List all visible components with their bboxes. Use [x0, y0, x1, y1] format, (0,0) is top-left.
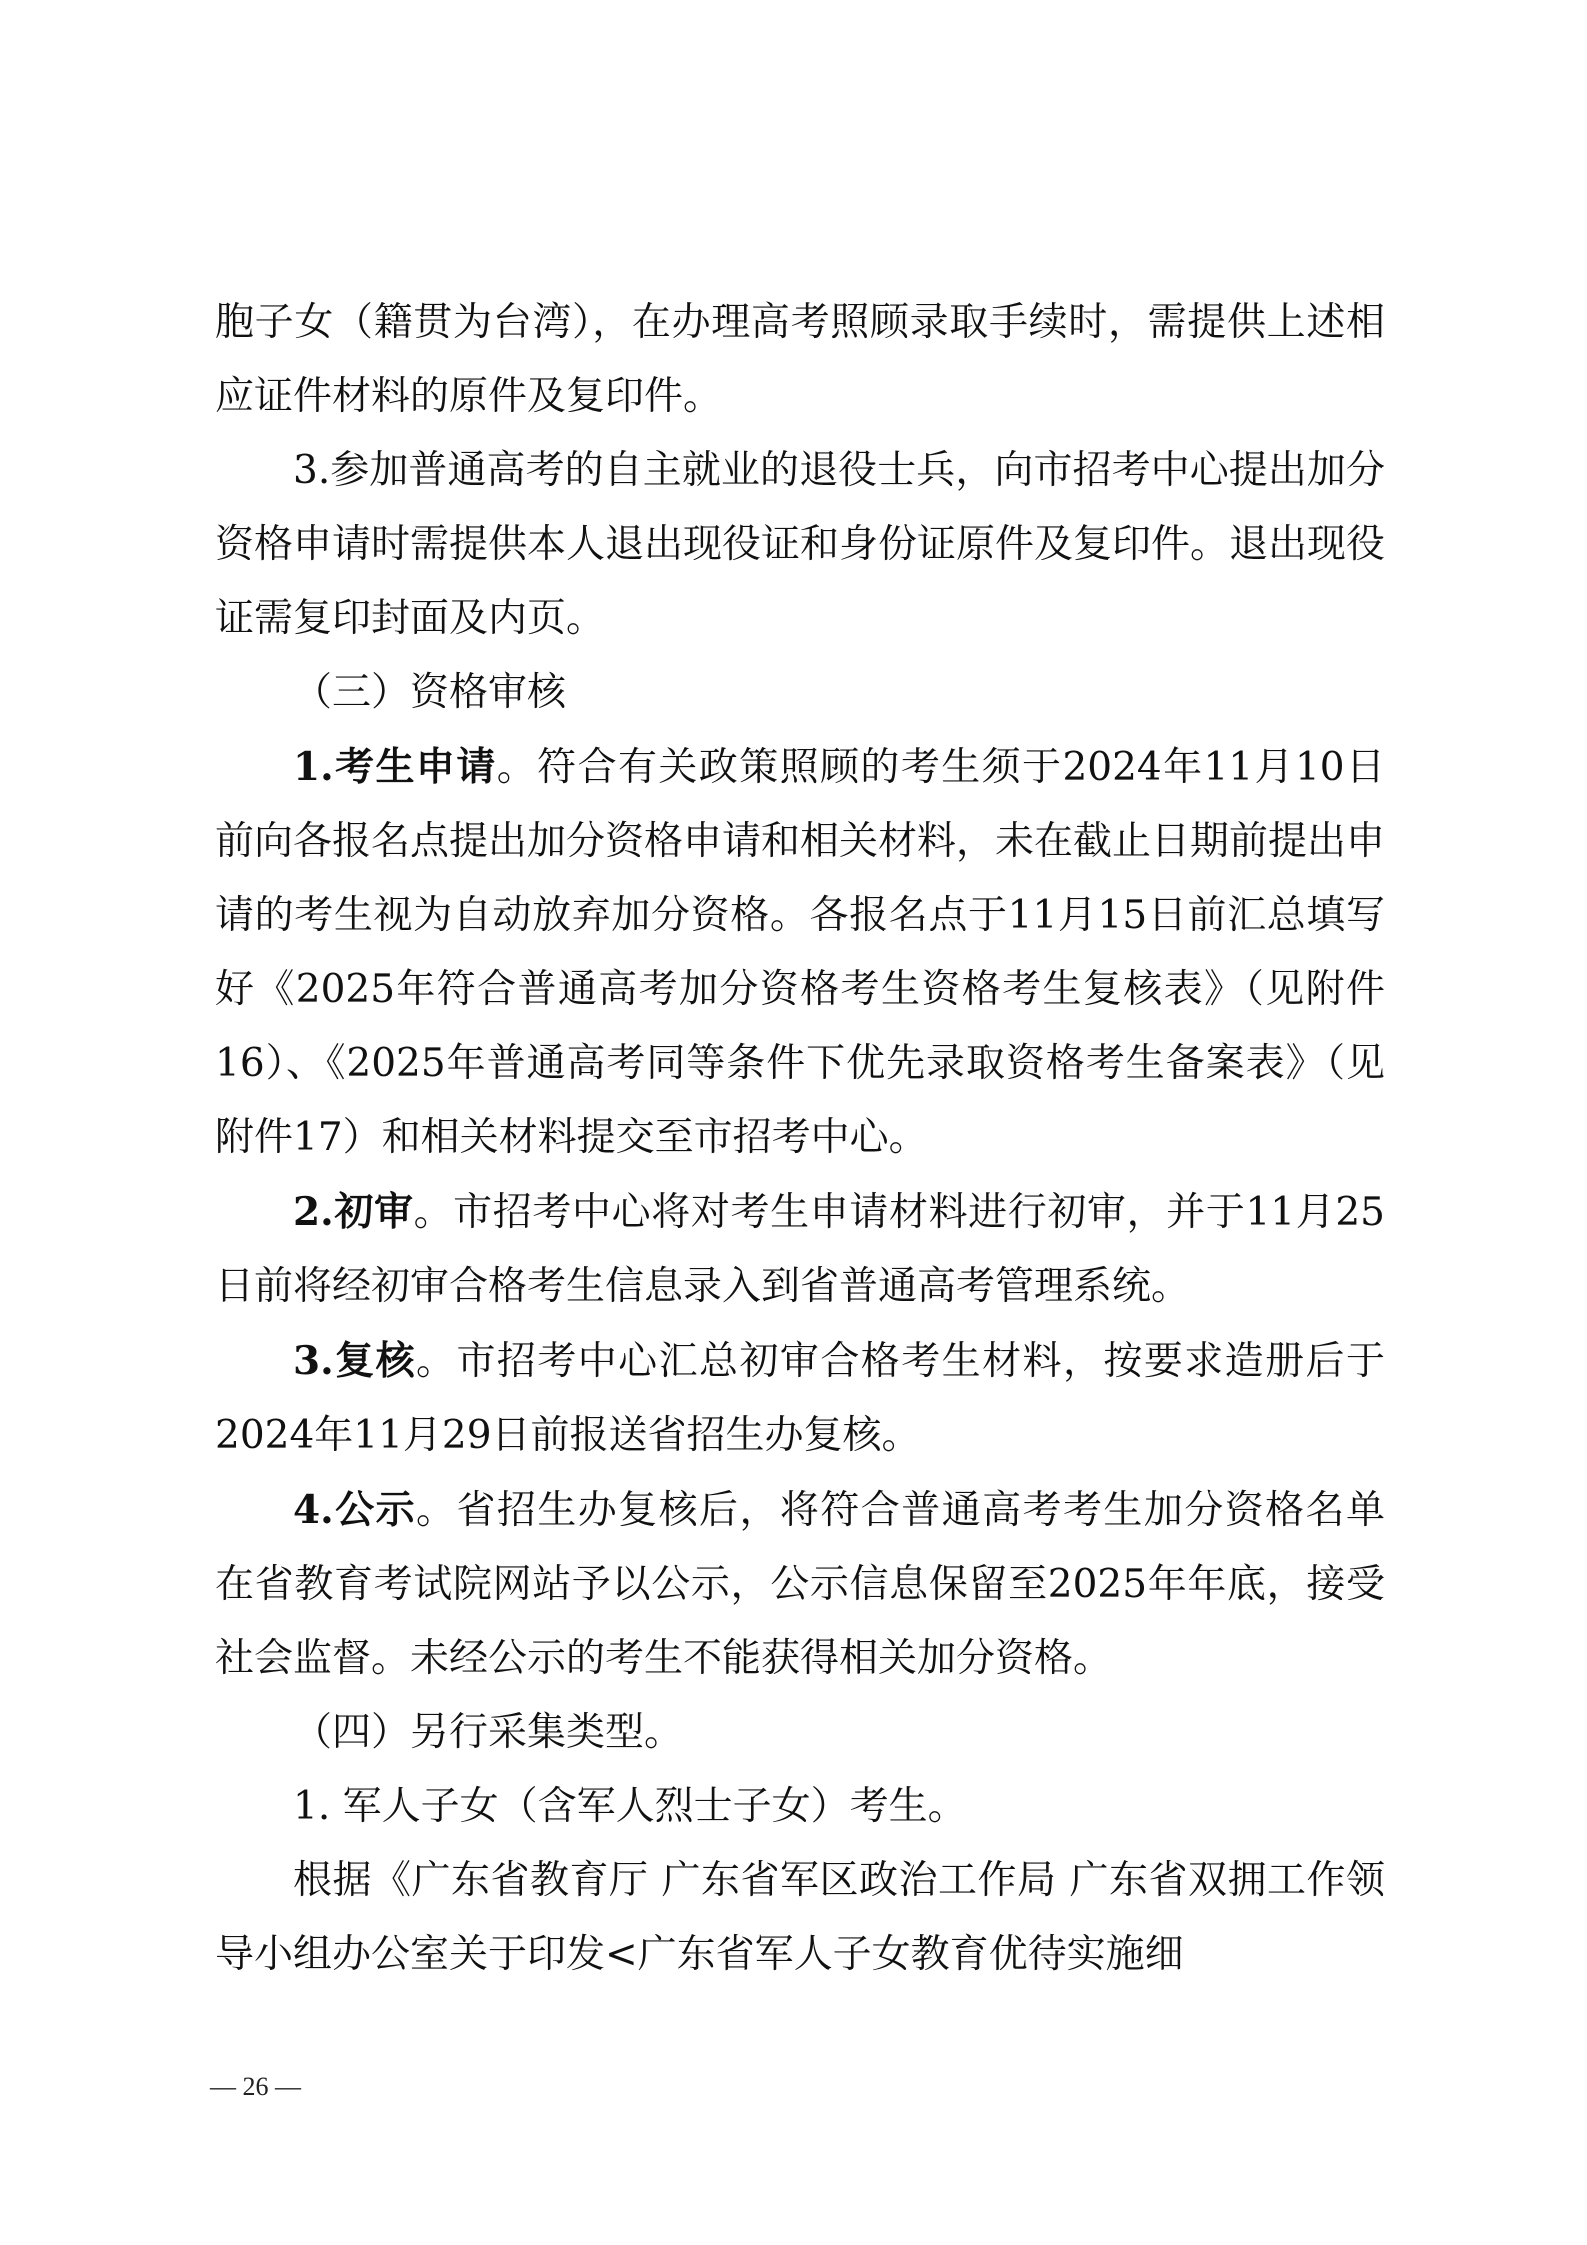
- step-label-application: 1.考生申请: [293, 744, 497, 790]
- paragraph-preliminary-review: [215, 1175, 1385, 1324]
- step-text-re-review: 。市招考中心汇总初审合格考生材料，按要求造册后于2024年11月29日前报送省招生办复核。: [215, 1339, 1385, 1458]
- section-heading-qualification-review: （三）资格审核: [293, 670, 567, 715]
- paragraph-military-children: 1. 军人子女（含军人烈士子女）考生。: [293, 1784, 967, 1829]
- paragraph-according-to: 根据《广东省教育厅 广东省军区政治工作局 广东省双拥工作领导小组办公室关于印发<广东省军人子女教育优待实施细: [215, 1858, 1385, 1977]
- paragraph-continuation: 胞子女（籍贯为台湾），在办理高考照顾录取手续时，需提供上述相应证件材料的原件及复印件。: [215, 300, 1385, 419]
- paragraph-veteran-requirements: 3.参加普通高考的自主就业的退役士兵，向市招考中心提出加分资格申请时需提供本人退出现役证和身份证原件及复印件。退出现役证需复印封面及内页。: [215, 448, 1386, 641]
- step-label-public-notice: 4.公示: [293, 1487, 417, 1533]
- step-label-re-review: 3.复核: [293, 1338, 417, 1384]
- paragraph-public-notice: [215, 1473, 1385, 1696]
- document-body: [215, 286, 1385, 1992]
- paragraph-re-review: [215, 1324, 1385, 1473]
- page-number: — 26 —: [210, 2072, 301, 2101]
- step-text-public-notice: 。省招生办复核后，将符合普通高考考生加分资格名单在省教育考试院网站予以公示，公示信息保留至2025年年底，接受社会监督。未经公示的考生不能获得相关加分资格。: [215, 1488, 1385, 1681]
- step-label-preliminary: 2.初审: [293, 1189, 414, 1235]
- step-text-preliminary: 。市招考中心将对考生申请材料进行初审，并于11月25日前将经初审合格考生信息录入到省普通高考管理系统。: [215, 1190, 1385, 1309]
- section-heading-other-collection: （四）另行采集类型。: [293, 1710, 684, 1755]
- step-text-application: 。符合有关政策照顾的考生须于2024年11月10日前向各报名点提出加分资格申请和相关材料，未在截止日期前提出申请的考生视为自动放弃加分资格。各报名点于11月15日前汇总填写好《2025年符合普通高考加分资格考生资格考生复核表》（见附件16）、《2025年普通高考同等条件下优先录取资格考生备案表》（见附件17）和相关材料提交至市招考中心。: [215, 745, 1386, 1160]
- paragraph-student-application: [215, 730, 1385, 1175]
